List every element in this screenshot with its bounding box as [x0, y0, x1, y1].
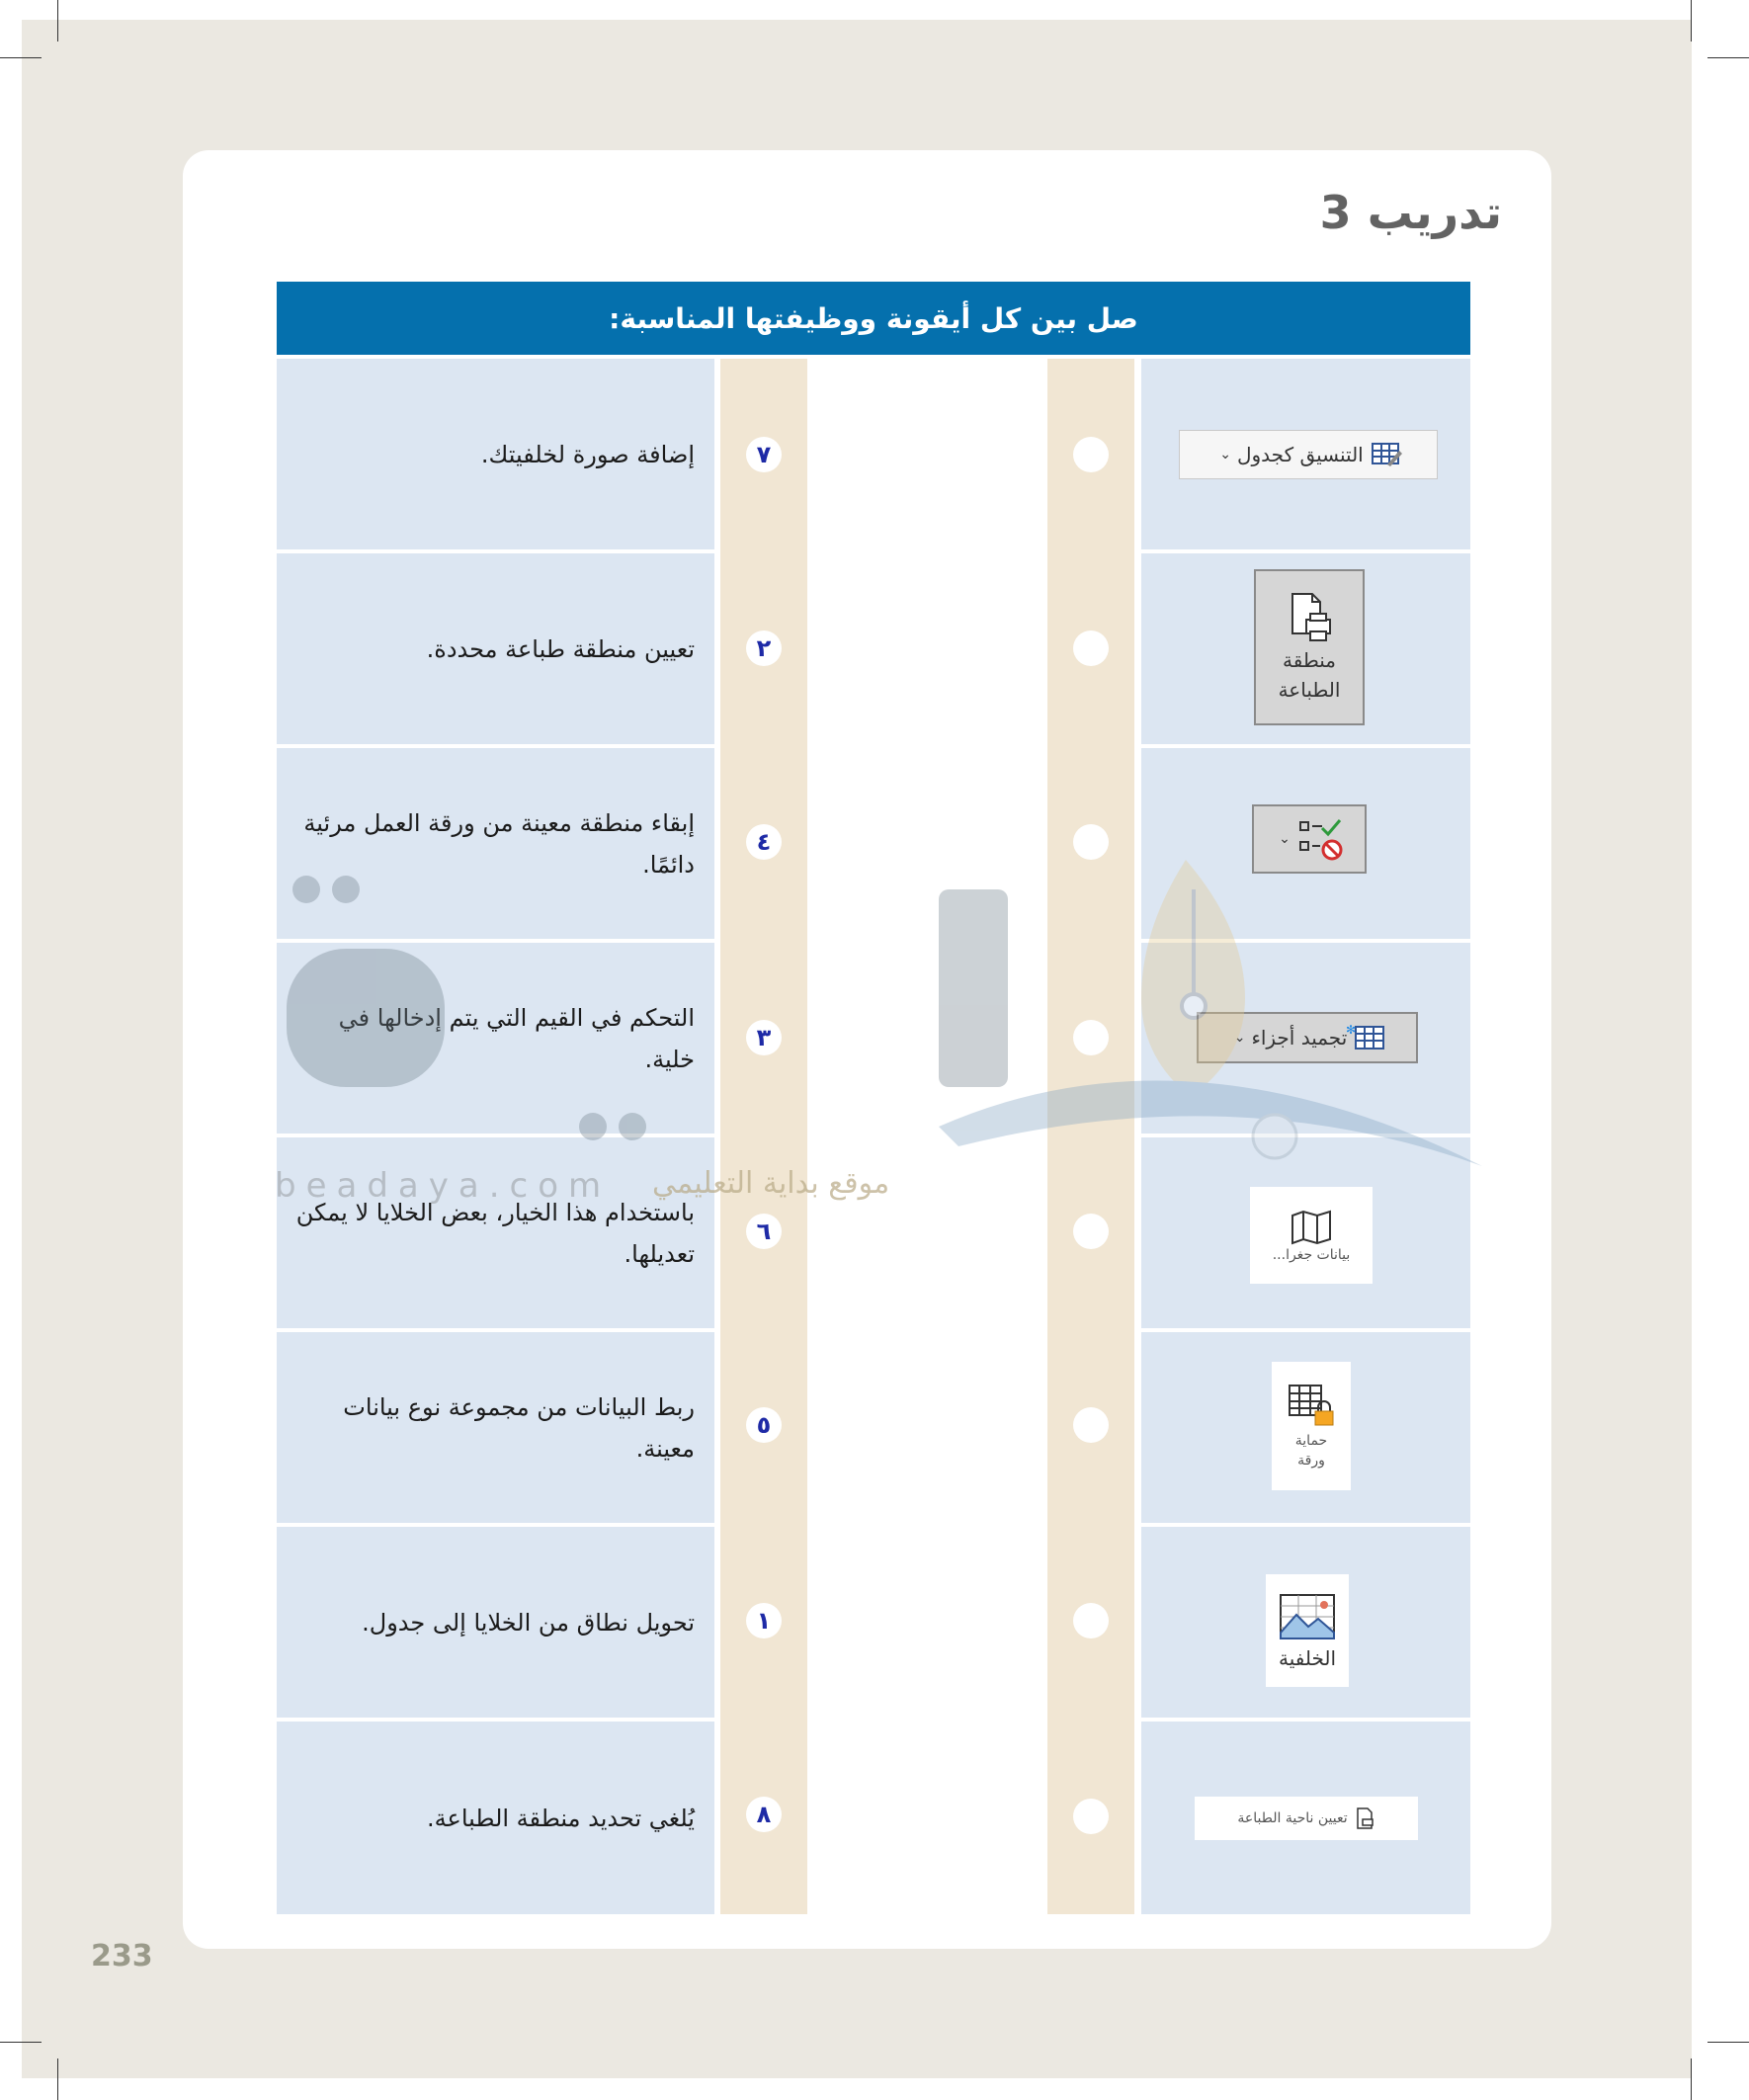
match-dot[interactable] — [1073, 630, 1109, 666]
description-cell — [277, 553, 714, 744]
print-area-button[interactable] — [1254, 569, 1365, 725]
data-validation-button[interactable] — [1252, 804, 1367, 874]
icon-label: منطقة الطباعة — [1278, 648, 1341, 702]
freeze-panes-button[interactable] — [1197, 1012, 1418, 1063]
description-text: التحكم في القيم التي يتم إدخالها في خلية. — [338, 1003, 695, 1073]
clear-print-area-icon — [1354, 1806, 1375, 1830]
format-as-table-button[interactable] — [1179, 430, 1438, 479]
number-column — [720, 359, 807, 1914]
match-dot[interactable] — [1073, 1020, 1109, 1055]
description-cell — [277, 943, 714, 1134]
description-cell — [277, 1527, 714, 1718]
map-icon — [1289, 1208, 1334, 1247]
crop-mark — [0, 57, 42, 58]
freeze-panes-icon — [1346, 1023, 1386, 1052]
svg-text:✻: ✻ — [1346, 1023, 1357, 1037]
description-text: يُلغي تحديد منطقة الطباعة. — [427, 1804, 695, 1832]
page-title: تدريب 3 — [1319, 186, 1502, 239]
geography-data-button[interactable] — [1250, 1187, 1373, 1284]
icon-cell — [1141, 748, 1470, 939]
number-badge: ٣ — [746, 1020, 782, 1055]
description-text: باستخدام هذا الخيار، بعض الخلايا لا يمكن تعديلها. — [295, 1198, 695, 1268]
chevron-down-icon: ⌄ — [1279, 831, 1291, 847]
description-text: تحويل نطاق من الخلايا إلى جدول. — [362, 1608, 695, 1637]
background-button[interactable] — [1266, 1574, 1349, 1687]
icon-label: حماية ورقة — [1294, 1433, 1328, 1469]
icon-cell — [1141, 1332, 1470, 1523]
crop-mark — [57, 2058, 58, 2100]
match-dot[interactable] — [1073, 437, 1109, 472]
icon-label: تعيين ناحية الطباعة — [1237, 1810, 1348, 1826]
protect-sheet-button[interactable] — [1272, 1362, 1351, 1490]
number-badge: ٤ — [746, 824, 782, 860]
description-cell — [277, 748, 714, 939]
table-header: صل بين كل أيقونة ووظيفتها المناسبة: — [277, 282, 1470, 355]
chevron-down-icon: ⌄ — [1233, 1030, 1246, 1046]
description-cell — [277, 1332, 714, 1523]
match-dot[interactable] — [1073, 1214, 1109, 1249]
watermark-tagline: موقع بداية التعليمي — [652, 1166, 890, 1201]
icon-cell — [1141, 1722, 1470, 1914]
protect-sheet-icon — [1286, 1382, 1337, 1431]
crop-mark — [0, 2042, 42, 2043]
number-badge: ٨ — [746, 1797, 782, 1832]
clear-print-area-button[interactable] — [1195, 1797, 1418, 1840]
number-badge: ١ — [746, 1603, 782, 1638]
chevron-down-icon: ⌄ — [1219, 447, 1231, 462]
dot-column — [1047, 359, 1134, 1914]
number-badge: ٦ — [746, 1214, 782, 1249]
match-dot[interactable] — [1073, 1407, 1109, 1443]
description-cell — [277, 1722, 714, 1914]
crop-mark — [1707, 57, 1749, 58]
print-area-icon — [1285, 590, 1334, 645]
crop-mark — [1707, 2042, 1749, 2043]
icon-cell — [1141, 1137, 1470, 1328]
page-number: 233 — [91, 1939, 153, 1974]
background-image-icon — [1277, 1591, 1338, 1646]
number-badge: ٢ — [746, 630, 782, 666]
icon-cell — [1141, 553, 1470, 744]
icon-label: تجميد أجزاء — [1251, 1026, 1348, 1050]
crop-mark — [1691, 0, 1692, 42]
description-text: إبقاء منطقة معينة من ورقة العمل مرئية دائمًا. — [303, 808, 695, 879]
match-dot[interactable] — [1073, 824, 1109, 860]
icon-cell — [1141, 359, 1470, 549]
number-badge: ٧ — [746, 437, 782, 472]
match-dot[interactable] — [1073, 1799, 1109, 1834]
number-badge: ٥ — [746, 1407, 782, 1443]
crop-mark — [1691, 2058, 1692, 2100]
data-validation-icon — [1296, 814, 1346, 864]
match-dot[interactable] — [1073, 1603, 1109, 1638]
icon-label: بيانات جغرا... — [1272, 1247, 1351, 1263]
format-as-table-icon — [1370, 441, 1403, 468]
description-text: تعيين منطقة طباعة محددة. — [426, 634, 695, 663]
icon-cell — [1141, 1527, 1470, 1718]
description-text: ربط البيانات من مجموعة نوع بيانات معينة. — [343, 1392, 695, 1463]
crop-mark — [57, 0, 58, 42]
icon-label: الخلفية — [1278, 1646, 1337, 1670]
description-text: إضافة صورة لخلفيتك. — [480, 440, 695, 468]
description-cell — [277, 359, 714, 549]
icon-label: التنسيق كجدول — [1236, 443, 1364, 466]
watermark-site: beadaya.com — [275, 1166, 612, 1206]
icon-cell — [1141, 943, 1470, 1134]
